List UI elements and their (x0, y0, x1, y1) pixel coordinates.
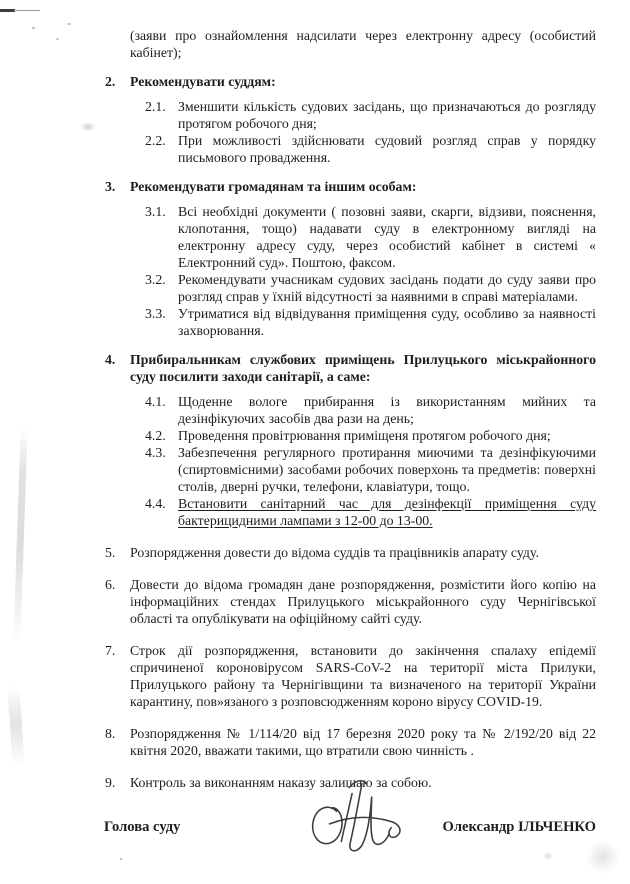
item-number: 6. (105, 577, 116, 592)
sub-item-number: 2.1. (145, 99, 166, 114)
document-body (104, 27, 596, 836)
item-number: 9. (105, 775, 116, 790)
item-text: Рекомендувати суддям: (130, 74, 276, 89)
sub-item (145, 393, 596, 427)
sub-item-number: 3.3. (145, 306, 166, 321)
item-number: 3. (105, 179, 116, 194)
sub-item-text: Рекомендувати учасникам судових засідань подати до суду заяви про розгляд справ у їхній відсутності за наявними в справі матеріалами. (178, 272, 596, 304)
sub-item-text: Проведення провітрювання приміщеня протягом робочого дня; (178, 428, 551, 443)
sub-item-number: 3.2. (145, 272, 166, 287)
item-text: Розпорядження № 1/114/20 від 17 березня 2020 року та № 2/192/20 від 22 квітня 2020, вважати такими, що втратили свою чинність . (130, 726, 596, 758)
list-item (104, 576, 596, 627)
list-item-heading (104, 73, 596, 90)
sub-item-text: Встановити санітарний час для дезінфекції приміщення суду бактерицидними лампами з 12-00 до 13-00. (178, 496, 596, 528)
signature-block (104, 819, 596, 836)
sub-item-number: 4.2. (145, 428, 166, 443)
list-item (104, 725, 596, 759)
list-item-heading (104, 178, 596, 195)
sub-item (145, 305, 596, 339)
sub-list (145, 203, 596, 339)
sub-list (145, 98, 596, 166)
sub-item (145, 271, 596, 305)
sub-item-number: 4.1. (145, 394, 166, 409)
hanging-paragraph: (заяви про ознайомлення надсилати через електронну адресу (особистий кабінет); (130, 28, 596, 60)
sub-item (145, 132, 596, 166)
item-number: 2. (105, 74, 116, 89)
sub-item-text: Зменшити кількість судових засідань, що призначаються до розгляду протягом робочого дня; (178, 99, 596, 131)
signature-role: Голова суду (104, 819, 181, 835)
item-text: Розпорядження довести до відома суддів та працівників апарату суду. (130, 545, 539, 560)
sub-item-text: Щоденне вологе прибирання із використанням мийних та дезінфікуючих засобів два рази на день; (178, 394, 596, 426)
sub-item (145, 495, 596, 529)
item-text: Прибиральникам службових приміщень Прилуцького міськрайонного суду посилити заходи санітарії, а саме: (130, 352, 596, 384)
signature-name: Олександр ІЛЬЧЕНКО (442, 819, 596, 835)
item-number: 8. (105, 726, 116, 741)
item-text: Строк дії розпорядження, встановити до закінчення спалаху епідемії спричиненої короновірусом SARS-CoV-2 на території міста Прилуки, Прилуцького району та Чернігівщини та визначеного на території України карантину, пов»язаного з розповсюдженням короно вірусу COVID-19. (130, 643, 596, 709)
sub-item-number: 4.4. (145, 496, 166, 511)
item-text: Рекомендувати громадянам та іншим особам: (130, 179, 417, 194)
sub-item-text: Забезпечення регулярного протирання миючими та дезінфікуючими (спиртовмісними) засобами робочих поверхонь та предметів: поверхні столів, дверні ручки, телефони, клавіатури, тощо. (178, 445, 596, 494)
item-number: 7. (105, 643, 116, 658)
item-number: 4. (105, 352, 116, 367)
list-item-heading (104, 351, 596, 385)
item-text: Довести до відома громадян дане розпорядження, розмістити його копію на інформаційних стендах Прилуцького міськрайонного суду Чернігівської області та опублікувати на офіційному сайті суду. (130, 577, 596, 626)
sub-item (145, 427, 596, 444)
sub-item-number: 2.2. (145, 133, 166, 148)
sub-list (145, 393, 596, 529)
sub-item-number: 3.1. (145, 204, 166, 219)
sub-item-text: При можливості здійснювати судовий розгляд справ у порядку письмового провадження. (178, 133, 596, 165)
sub-item (145, 444, 596, 495)
signature-scribble-icon (306, 772, 404, 864)
list-item (104, 544, 596, 561)
sub-item-text: Всі необхідні документи ( позовні заяви, скарги, відзиви, пояснення, клопотання, тощо) надавати суду в електронному вигляді на електронну адресу суду, через особистий кабінет в системі « Електронний суд». Поштою, факсом. (178, 204, 596, 270)
sub-item-text: Утриматися від відвідування приміщення суду, особливо за наявності захворювання. (178, 306, 596, 338)
sub-item (145, 203, 596, 271)
item-text: Контроль за виконанням наказу залишаю за собою. (130, 775, 432, 790)
sub-item (145, 98, 596, 132)
list-item (104, 642, 596, 710)
sub-item-number: 4.3. (145, 445, 166, 460)
item-number: 5. (105, 545, 116, 560)
numbered-sections (104, 73, 596, 791)
